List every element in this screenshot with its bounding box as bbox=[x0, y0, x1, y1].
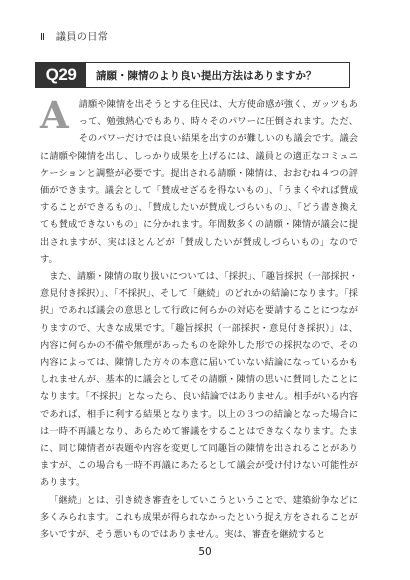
paragraph-2: また、請願・陳情の取り扱いについては、「採択」、「趣旨採択（一部採択・意見付き採択）」、「不採択」、そして「継続」のどれかの結論になります。「採択」であれば議会の意思として行政に何らかの対応を要請することにつながりますので、大きな成果です。「趣旨採択（一部採択・意見付き採択）」は、内容に何らかの不備や無理があったものを除外した形での採択なので、その内容によっては、陳情した方々の本意に届いていない結論になっているかもしれませんが、基本的に議会としてその請願・陳情の思いに賛同したことになります。「不採択」となったら、良い結論ではありません。相手がいる内容であれば、相手に利する結果となります。以上の３つの結論となった場合には一時不再議となり、あらためて審議をすることはできなくなります。たまに、同じ陳情者が表題や内容を変更して同趣旨の陳情を出されることがありますが、この場合も一時不再議にあたるとして議会が受け付けない可能性があります。 bbox=[40, 271, 358, 489]
question-title: 請願・陳情のより良い提出方法はありますか？ bbox=[96, 69, 317, 82]
body-text bbox=[40, 93, 358, 543]
page-number: 50 bbox=[198, 546, 212, 558]
paragraph-1: 請願や陳情を出そうとする住民は、大方使命感が強く、ガッツもあって、勉強熱心でもあり、時々そのパワーに圧倒されます。ただ、そのパワーだけでは良い結果を出すのが難しいのも議会です。議会に請願や陳情を出し、しっかり成果を上げるには、議員との適正なコミュニケーションと調整が必要です。提出される請願・陳情は、おおむね４つの評価ができます。議会として「賛成せざるを得ないもの」、「うまくやれば賛成することができるもの」、「賛成したいが賛成しづらいもの」、「どう書き換えても賛成できないもの」に分かれます。年間数多くの請願・陳情が議会に提出されますが、実はほとんどが「賛成したいが賛成しづらいもの」なのです。 bbox=[40, 99, 358, 265]
question-number: Q29 bbox=[36, 63, 86, 87]
question-heading-box bbox=[35, 62, 350, 88]
answer-dropcap: A bbox=[40, 93, 69, 137]
chapter-header: Ⅱ 議員の日常 bbox=[40, 32, 109, 43]
paragraph-3: 「継続」とは、引き続き審査をしていこうということで、建築紛争などに多くみられます。これも成果が得られなかったという捉え方をされることが多いですが、そう悪いものではありません。実は、審査を継続すると bbox=[40, 494, 358, 541]
